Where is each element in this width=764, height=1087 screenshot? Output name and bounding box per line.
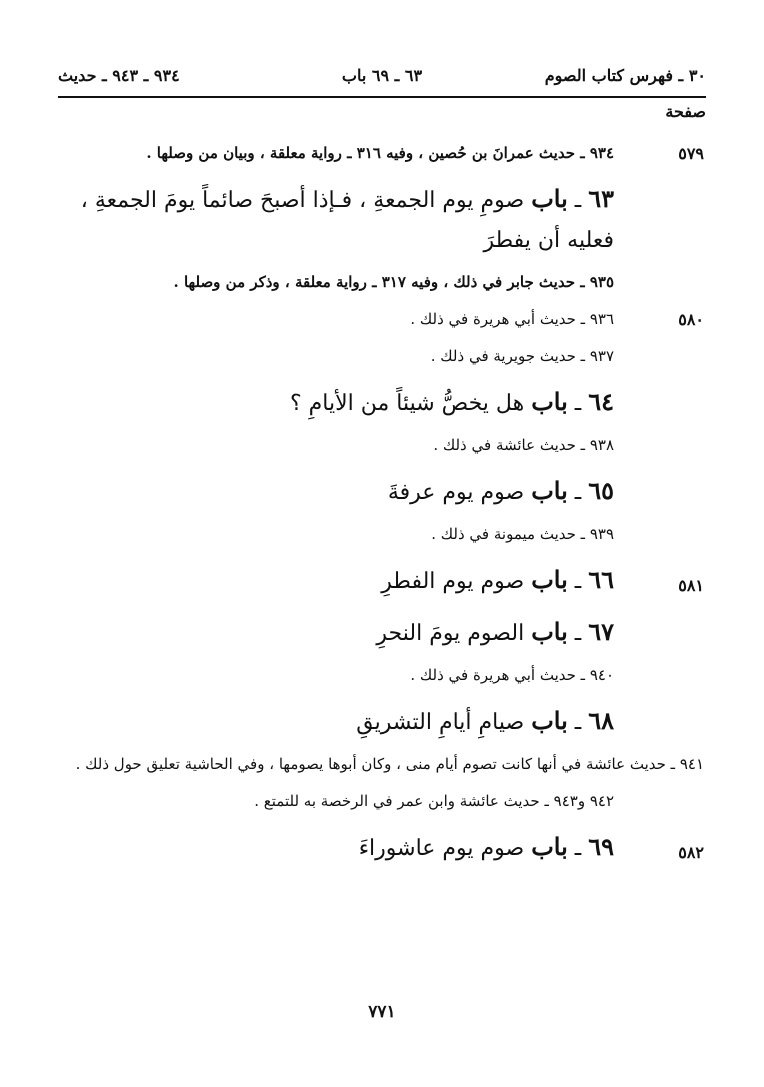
index-entry-chapter	[52, 175, 704, 267]
chapter-heading: ٦٥ ـ باب صوم يوم عرفةَ	[387, 476, 614, 505]
chapter-title: صيامِ أيامِ التشريقِ	[356, 710, 525, 735]
index-entry-hadith	[52, 341, 704, 378]
chapter-title: هل يخصُّ شيئاً من الأيامِ ؟	[289, 391, 525, 416]
chapter-word: باب	[531, 565, 568, 594]
chapter-heading: ٦٦ ـ باب صوم يوم الفطرِ	[381, 565, 614, 594]
entry-text: ٩٣٩ ـ حديث ميمونة في ذلك .	[431, 525, 614, 543]
chapter-heading: ٦٩ ـ باب صوم يوم عاشوراءَ	[358, 832, 614, 861]
entry-page-number: ٥٨٢	[678, 843, 704, 862]
entry-text: ٩٣٨ ـ حديث عائشة في ذلك .	[433, 436, 614, 454]
entry-page-number: ٥٨٠	[678, 310, 704, 329]
chapter-title: الصوم يومَ النحرِ	[376, 621, 525, 646]
header-chapter-range: ٦٣ ـ ٦٩ باب	[341, 66, 423, 85]
chapter-heading: ٦٤ ـ باب هل يخصُّ شيئاً من الأيامِ ؟	[289, 387, 614, 416]
chapter-word: باب	[531, 476, 568, 505]
chapter-number: ٦٤	[588, 387, 614, 416]
header-hadith-range: ٩٣٤ ـ ٩٤٣ ـ حديث	[58, 66, 180, 85]
chapter-title: صوم يوم عرفةَ	[387, 480, 525, 505]
entry-page-number: ٥٧٩	[678, 144, 704, 163]
chapter-word: باب	[531, 184, 568, 213]
header-chapter-title: ٣٠ ـ فهرس كتاب الصوم	[544, 66, 706, 85]
chapter-word: باب	[531, 706, 568, 735]
index-entry-hadith	[52, 749, 704, 786]
index-entry-chapter	[52, 467, 704, 519]
page-column-label: صفحة	[665, 102, 706, 121]
chapter-word: باب	[531, 617, 568, 646]
entry-text: ٩٣٧ ـ حديث جويرية في ذلك .	[430, 347, 614, 365]
index-entry-chapter	[52, 608, 704, 660]
chapter-title: صومِ يوم الجمعةِ ، فـإذا أصبحَ صائماً يومَ الجمعةِ ، فعليه أن يفطرَ	[80, 188, 614, 253]
chapter-number: ٦٨	[588, 706, 614, 735]
entry-text: ٩٤٢ و٩٤٣ ـ حديث عائشة وابن عمر في الرخصة به للتمتع .	[254, 792, 614, 810]
index-entry-hadith	[52, 430, 704, 467]
running-header	[58, 62, 706, 92]
chapter-word: باب	[531, 832, 568, 861]
chapter-number: ٦٩	[588, 832, 614, 861]
index-entry-chapter	[52, 556, 704, 608]
index-entry-hadith	[52, 138, 704, 175]
header-rule	[58, 96, 706, 98]
index-entry-hadith	[52, 786, 704, 823]
chapter-heading: ٦٣ ـ باب صومِ يوم الجمعةِ ، فـإذا أصبحَ صائماً يومَ الجمعةِ ، فعليه أن يفطرَ	[80, 184, 614, 253]
page-number: ٧٧١	[368, 1002, 396, 1022]
chapter-number: ٦٣	[588, 184, 614, 213]
entry-page-number: ٥٨١	[678, 576, 704, 595]
index-entry-chapter	[52, 697, 704, 749]
index-entry-chapter	[52, 823, 704, 875]
chapter-number: ٦٦	[588, 565, 614, 594]
chapter-heading: ٦٧ ـ باب الصوم يومَ النحرِ	[376, 617, 614, 646]
index-entry-hadith	[52, 660, 704, 697]
entry-text: ٩٣٦ ـ حديث أبي هريرة في ذلك .	[410, 310, 614, 328]
entry-text: ٩٣٥ ـ حديث جابر في ذلك ، وفيه ٣١٧ ـ رواية معلقة ، وذكر من وصلها .	[173, 273, 614, 291]
index-entry-hadith	[52, 267, 704, 304]
entry-text: ٩٣٤ ـ حديث عمرانَ بن حُصين ، وفيه ٣١٦ ـ رواية معلقة ، وبيان من وصلها .	[146, 144, 614, 162]
index-entries	[52, 138, 704, 875]
index-entry-hadith	[52, 519, 704, 556]
chapter-word: باب	[531, 387, 568, 416]
index-entry-hadith	[52, 304, 704, 341]
entry-text: ٩٤٠ ـ حديث أبي هريرة في ذلك .	[410, 666, 614, 684]
chapter-heading: ٦٨ ـ باب صيامِ أيامِ التشريقِ	[356, 706, 614, 735]
chapter-title: صوم يوم الفطرِ	[381, 569, 525, 594]
chapter-number: ٦٧	[588, 617, 614, 646]
index-entry-chapter	[52, 378, 704, 430]
chapter-title: صوم يوم عاشوراءَ	[358, 836, 525, 861]
entry-text: ٩٤١ ـ حديث عائشة في أنها كانت تصوم أيام منى ، وكان أبوها يصومها ، وفي الحاشية تعليق حول ذلك .	[75, 755, 704, 773]
chapter-number: ٦٥	[588, 476, 614, 505]
